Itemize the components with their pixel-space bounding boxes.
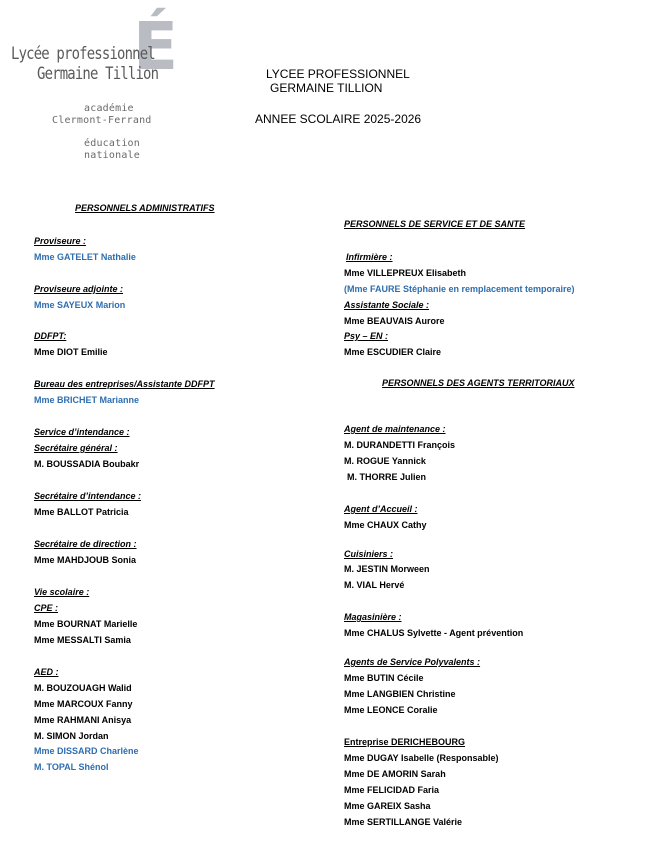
role-proviseure: Proviseure : [34, 236, 87, 246]
staff-name: M. BOUZOUAGH Walid [34, 683, 132, 693]
logo-academie-line1: académie [84, 103, 134, 114]
staff-name: Mme SERTILLANGE Valérie [344, 817, 463, 827]
role-proviseure-adjointe: Proviseure adjointe : [34, 284, 124, 294]
staff-name: (Mme FAURE Stéphanie en remplacement temporaire) [344, 284, 575, 294]
staff-name: Mme LANGBIEN Christine [344, 689, 456, 699]
role-vie-scolaire: Vie scolaire : [34, 587, 90, 597]
role-secretaire-general: Secrétaire général : [34, 443, 118, 453]
staff-name: Mme MAHDJOUB Sonia [34, 555, 137, 565]
staff-name: Mme BALLOT Patricia [34, 507, 129, 517]
staff-name: M. VIAL Hervé [344, 580, 405, 590]
staff-name: Mme DIOT Emilie [34, 347, 108, 357]
role-psy-en: Psy – EN : [344, 331, 389, 341]
section-agents-territoriaux: PERSONNELS DES AGENTS TERRITORIAUX [382, 378, 575, 388]
logo-mark: É [133, 8, 179, 85]
staff-name: M. SIMON Jordan [34, 731, 109, 741]
role-infirmiere: Infirmière : [346, 252, 393, 262]
role-cuisiniers: Cuisiniers : [344, 549, 394, 559]
role-agent-maintenance: Agent de maintenance : [344, 424, 446, 434]
staff-name: M. JESTIN Morween [344, 564, 430, 574]
role-cpe: CPE : [34, 603, 59, 613]
staff-name: Mme GAREIX Sasha [344, 801, 431, 811]
role-entreprise-derichebourg: Entreprise DERICHEBOURG [344, 737, 466, 747]
staff-name: M. THORRE Julien [347, 472, 427, 482]
role-secretaire-direction: Secrétaire de direction : [34, 539, 137, 549]
logo-academie-line2: Clermont-Ferrand [52, 115, 152, 126]
logo-name-line1: Lycée professionnel [11, 44, 155, 64]
staff-name: Mme BOURNAT Marielle [34, 619, 138, 629]
staff-name: M. BOUSSADIA Boubakr [34, 459, 140, 469]
logo-education-line1: éducation [84, 138, 140, 149]
staff-name: Mme BEAUVAIS Aurore [344, 316, 445, 326]
staff-name: Mme CHALUS Sylvette - Agent prévention [344, 628, 524, 638]
staff-name: M. TOPAL Shénol [34, 762, 109, 772]
logo-education-line2: nationale [84, 150, 140, 161]
staff-name: Mme ESCUDIER Claire [344, 347, 442, 357]
role-bureau-entreprises: Bureau des entreprises/Assistante DDFPT [34, 379, 215, 389]
staff-name: M. ROGUE Yannick [344, 456, 426, 466]
role-ddfpt: DDFPT: [34, 331, 67, 341]
staff-name: Mme SAYEUX Marion [34, 300, 126, 310]
role-service-intendance: Service d’intendance : [34, 427, 130, 437]
staff-name: M. DURANDETTI François [344, 440, 456, 450]
staff-name: Mme CHAUX Cathy [344, 520, 427, 530]
role-assistante-sociale: Assistante Sociale : [344, 300, 430, 310]
staff-name: Mme MARCOUX Fanny [34, 699, 133, 709]
role-agent-accueil: Agent d’Accueil : [344, 504, 418, 514]
school-name-line1: LYCEE PROFESSIONNEL [266, 67, 410, 81]
staff-name: Mme GATELET Nathalie [34, 252, 136, 262]
section-service-sante: PERSONNELS DE SERVICE ET DE SANTE [344, 219, 526, 229]
staff-name: Mme DUGAY Isabelle (Responsable) [344, 753, 499, 763]
role-agents-service-polyvalents: Agents de Service Polyvalents : [344, 657, 481, 667]
staff-name: Mme BRICHET Marianne [34, 395, 140, 405]
role-secretaire-intendance: Secrétaire d’intendance : [34, 491, 142, 501]
section-administratifs: PERSONNELS ADMINISTRATIFS [75, 203, 215, 213]
school-year: ANNEE SCOLAIRE 2025-2026 [255, 112, 422, 126]
staff-name: Mme DE AMORIN Sarah [344, 769, 446, 779]
staff-name: Mme BUTIN Cécile [344, 673, 424, 683]
staff-name: Mme DISSARD Charlène [34, 746, 139, 756]
staff-name: Mme RAHMANI Anisya [34, 715, 132, 725]
staff-name: Mme VILLEPREUX Elisabeth [344, 268, 467, 278]
staff-name: Mme FELICIDAD Faria [344, 785, 440, 795]
logo-name-line2: Germaine Tillion [37, 64, 159, 84]
role-magasiniere: Magasinière : [344, 612, 402, 622]
staff-name: Mme LEONCE Coralie [344, 705, 438, 715]
role-aed: AED : [34, 667, 59, 677]
staff-name: Mme MESSALTI Samia [34, 635, 131, 645]
school-name-line2: GERMAINE TILLION [270, 81, 383, 95]
